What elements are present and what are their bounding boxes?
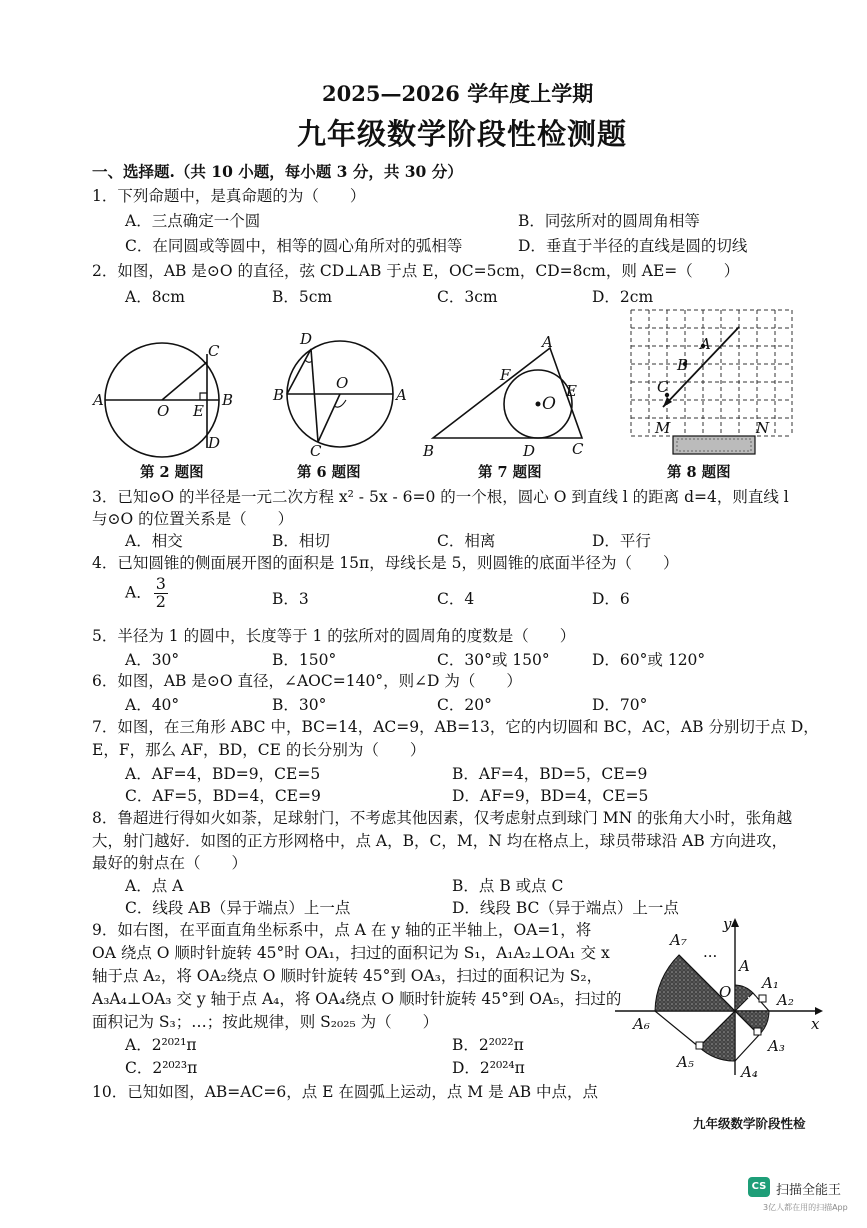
figure-2 <box>90 330 240 455</box>
fig9-label-a2: A₂ <box>777 991 794 1009</box>
q9-option-c: C．2²⁰²³π <box>125 1059 198 1077</box>
q9-stem-line1: 9．如右图，在平面直角坐标系中，点 A 在 y 轴的正半轴上，OA=1，将 <box>92 921 592 939</box>
fig8-label-m: M <box>655 419 671 437</box>
q3-option-b: B．相切 <box>272 532 330 550</box>
q4-fraction-denominator: 2 <box>155 591 166 611</box>
q6-option-b: B．30° <box>272 696 327 714</box>
q6-option-c: C．20° <box>437 696 492 714</box>
page-footer: 九年级数学阶段性检 <box>693 1116 806 1131</box>
fig9-label-y: y <box>723 915 732 933</box>
figure-7 <box>420 330 600 460</box>
figure-9 <box>615 915 830 1080</box>
fig6-label-c: C <box>310 442 322 460</box>
fig6-label-a: A <box>396 386 407 404</box>
q2-option-a: A．8cm <box>125 288 185 306</box>
fig9-label-o: O <box>719 983 732 1001</box>
q5-option-b: B．150° <box>272 651 337 669</box>
q1-option-d: D．垂直于半径的直线是圆的切线 <box>518 237 748 255</box>
q7-stem-line2: E，F，那么 AF，BD，CE 的长分别为（ ） <box>92 741 426 759</box>
q4-option-c: C．4 <box>437 590 475 608</box>
fig2-caption: 第 2 题图 <box>140 464 204 481</box>
fig8-label-a: A <box>700 335 711 353</box>
q8-stem-line2: 大，射门越好．如图的正方形网格中，点 A，B，C，M，N 均在格点上，球员带球沿 AB 方向进攻， <box>92 832 788 850</box>
q7-option-a: A．AF=4，BD=9，CE=5 <box>125 765 321 783</box>
q2-stem: 2．如图，AB 是⊙O 的直径，弦 CD⊥AB 于点 E，OC=5cm，CD=8cm，则 AE=（ ） <box>92 262 740 280</box>
q9-stem-line3: 轴于点 A₂，将 OA₂绕点 O 顺时针旋转 45°到 OA₃，扫过的面积记为 S₂， <box>92 967 603 985</box>
fig2-label-d: D <box>208 434 221 452</box>
fig9-ellipsis: ... <box>703 943 718 961</box>
q4-option-d: D．6 <box>592 590 630 608</box>
q4-option-a-label: A． <box>125 583 152 602</box>
fig7-caption: 第 7 题图 <box>478 464 542 481</box>
figure-8 <box>625 305 800 460</box>
q3-stem-line1: 3．已知⊙O 的半径是一元二次方程 x² - 5x - 6=0 的一个根，圆心 O 到直线 l 的距离 d=4，则直线 l <box>92 488 789 506</box>
q4-fraction-numerator: 3 <box>155 574 166 593</box>
q4-option-b: B．3 <box>272 590 309 608</box>
q8-option-a: A．点 A <box>125 877 184 895</box>
q8-option-b: B．点 B 或点 C <box>452 877 564 895</box>
q6-stem: 6．如图，AB 是⊙O 直径，∠AOC=140°，则∠D 为（ ） <box>92 672 522 690</box>
fig7-label-b: B <box>423 442 435 460</box>
fig8-label-c: C <box>657 378 669 396</box>
fig7-label-f: F <box>500 366 511 384</box>
q8-option-c: C．线段 AB（异于端点）上一点 <box>125 899 351 917</box>
q7-stem-line1: 7．如图，在三角形 ABC 中，BC=14，AC=9，AB=13，它的内切圆和 BC，AC，AB 分别切于点 D， <box>92 718 819 736</box>
fig9-label-a: A <box>739 957 750 975</box>
q6-option-a: A．40° <box>125 696 180 714</box>
fig9-label-a1: A₁ <box>762 974 779 992</box>
q9-stem-line2: OA 绕点 O 顺时针旋转 45°时 OA₁，扫过的面积记为 S₁，A₁A₂⊥OA₁ 交 x <box>92 944 610 962</box>
q1-option-c: C．在同圆或等圆中，相等的圆心角所对的弧相等 <box>125 237 463 255</box>
fig9-label-a5: A₅ <box>677 1053 694 1071</box>
q7-option-b: B．AF=4，BD=5，CE=9 <box>452 765 648 783</box>
fig7-label-e: E <box>566 382 577 400</box>
fig8-caption: 第 8 题图 <box>667 464 731 481</box>
fig9-label-a4: A₄ <box>741 1063 758 1081</box>
q2-option-b: B．5cm <box>272 288 333 306</box>
q5-option-a: A．30° <box>125 651 180 669</box>
q3-option-d: D．平行 <box>592 532 651 550</box>
q7-option-c: C．AF=5，BD=4，CE=9 <box>125 787 321 805</box>
q3-option-c: C．相离 <box>437 532 496 550</box>
q4-option-a <box>125 576 168 611</box>
q7-option-d: D．AF=9，BD=4，CE=5 <box>452 787 649 805</box>
fig9-label-a3: A₃ <box>768 1037 785 1055</box>
section-title: 一、选择题.（共 10 小题，每小题 3 分，共 30 分） <box>92 162 463 181</box>
q1-option-b: B．同弦所对的圆周角相等 <box>518 212 700 230</box>
q4-stem: 4．已知圆锥的侧面展开图的面积是 15π，母线长是 5，则圆锥的底面半径为（ ） <box>92 554 679 572</box>
q2-option-d: D．2cm <box>592 288 654 306</box>
fig2-label-b: B <box>222 391 234 409</box>
q10-stem: 10．已知如图，AB=AC=6，点 E 在圆弧上运动，点 M 是 AB 中点，点 <box>92 1083 599 1101</box>
q9-option-d: D．2²⁰²⁴π <box>452 1059 525 1077</box>
watermark-subtitle: 3亿人都在用的扫描App <box>763 1203 848 1212</box>
fig2-label-o: O <box>157 402 170 420</box>
fig8-label-n: N <box>756 419 770 437</box>
watermark-name: 扫描全能王 <box>776 1183 842 1198</box>
fig7-label-a: A <box>542 333 553 351</box>
figure-6 <box>270 328 410 458</box>
fig9-label-a6: A₆ <box>633 1015 650 1033</box>
q2-option-c: C．3cm <box>437 288 498 306</box>
q5-stem: 5．半径为 1 的圆中，长度等于 1 的弦所对的圆周角的度数是（ ） <box>92 627 576 645</box>
fig6-label-o: O <box>336 374 349 392</box>
q1-stem: 1．下列命题中，是真命题的为（ ） <box>92 187 366 205</box>
exam-year: 2025—2026 学年度上学期 <box>322 81 594 106</box>
q3-stem-line2: 与⊙O 的位置关系是（ ） <box>92 510 294 528</box>
fig7-label-c: C <box>572 440 584 458</box>
q6-option-d: D．70° <box>592 696 648 714</box>
q8-stem-line1: 8．鲁超进行得如火如荼，足球射门，不考虑其他因素，仅考虑射点到球门 MN 的张角大小时，张角越 <box>92 809 793 827</box>
q8-option-d: D．线段 BC（异于端点）上一点 <box>452 899 679 917</box>
q9-option-a: A．2²⁰²¹π <box>125 1036 197 1054</box>
fig7-label-d: D <box>523 442 536 460</box>
fig6-caption: 第 6 题图 <box>297 464 361 481</box>
fig2-label-a: A <box>93 391 104 409</box>
fig9-label-a7: A₇ <box>670 931 687 949</box>
fig6-label-b: B <box>273 386 285 404</box>
fig6-label-d: D <box>300 330 313 348</box>
fig2-label-c: C <box>208 342 220 360</box>
q1-option-a: A．三点确定一个圆 <box>125 212 261 230</box>
q8-stem-line3: 最好的射点在（ ） <box>92 854 248 872</box>
q5-option-d: D．60°或 120° <box>592 651 706 669</box>
q3-option-a: A．相交 <box>125 532 183 550</box>
fig2-label-e: E <box>193 402 204 420</box>
fig7-label-o: O <box>542 394 556 414</box>
camscanner-logo-icon: CS <box>748 1177 770 1197</box>
q9-option-b: B．2²⁰²²π <box>452 1036 524 1054</box>
exam-title: 九年级数学阶段性检测题 <box>297 117 628 151</box>
q9-stem-line5: 面积记为 S₃；…；按此规律，则 S₂₀₂₅ 为（ ） <box>92 1013 439 1031</box>
fig9-label-x: x <box>811 1015 820 1033</box>
q4-option-a-fraction <box>154 576 168 611</box>
fig8-label-b: B <box>677 356 689 374</box>
q9-stem-line4: A₃A₄⊥OA₃ 交 y 轴于点 A₄，将 OA₄绕点 O 顺时针旋转 45°到 OA₅，扫过的 <box>92 990 622 1008</box>
q5-option-c: C．30°或 150° <box>437 651 550 669</box>
